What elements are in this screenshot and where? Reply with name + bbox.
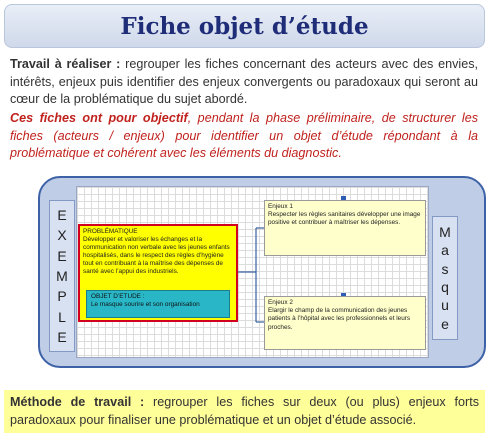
page-title: Fiche objet d’étude xyxy=(120,12,369,40)
methode-banner xyxy=(4,390,485,433)
objet-etude-box xyxy=(86,290,230,318)
masque-vertical-label xyxy=(432,216,458,340)
enjeu-1-text: Respecter les règles sanitaires développer une image positive et contribuer à maîtriser les dépenses. xyxy=(268,211,421,227)
exemple-letter: E xyxy=(57,207,67,224)
exemple-letter: E xyxy=(57,328,67,345)
exemple-letter: X xyxy=(57,227,67,244)
masque-letter: M xyxy=(439,224,451,241)
problematique-text: Développer et valoriser les échanges et la communication non verbale avec les jeunes enfants hospitalisés, dans le respect des règles d’hygiène tout en contribuant à la maîtrise des dépenses de santé avec l’appui des industriels. xyxy=(83,236,230,275)
travail-label: Travail à réaliser : xyxy=(10,57,121,71)
enjeu-1-title: Enjeux 1 xyxy=(268,203,293,210)
enjeu-2-text: Elargir le champ de la communication des jeunes patients à l’hôpital avec les professionnels et leurs proches. xyxy=(268,307,411,331)
enjeu-2-box xyxy=(264,296,426,350)
enjeu-2-title: Enjeux 2 xyxy=(268,299,293,306)
objet-title: OBJET D’ETUDE : xyxy=(91,293,145,300)
exemple-letter: E xyxy=(57,247,67,264)
methode-label: Méthode de travail : xyxy=(10,395,145,409)
objectif-text: , pendant la phase préliminaire, de structurer les fiches (acteurs / enjeux) pour identifier un objet d’étude répondant à la problématique et cohérent avec les éléments du diagnostic. xyxy=(10,111,479,160)
masque-letter: q xyxy=(441,279,449,296)
exemple-letter: M xyxy=(56,267,68,284)
masque-letter: s xyxy=(441,260,449,277)
exemple-letter: P xyxy=(57,288,67,305)
problematique-title: PROBLÉMATIQUE xyxy=(83,228,138,235)
enjeu-1-box xyxy=(264,200,426,256)
masque-letter: e xyxy=(441,315,449,332)
masque-letter: u xyxy=(441,297,449,314)
exemple-letter: L xyxy=(58,308,66,325)
masque-letter: a xyxy=(441,242,449,259)
objet-text: Le masque sourire et son organisation xyxy=(91,301,200,308)
methode-text: regrouper les fiches sur deux (ou plus) enjeux forts paradoxaux pour finaliser une problématique et un objet d’étude associé. xyxy=(10,395,480,427)
objectif-label: Ces fiches ont pour objectif xyxy=(10,111,188,125)
travail-text: regrouper les fiches concernant des acteurs avec des envies, intérêts, enjeux puis identifier des enjeux convergents ou paradoxaux qui seront au cœur de la problématique du sujet abordé. xyxy=(10,57,478,106)
